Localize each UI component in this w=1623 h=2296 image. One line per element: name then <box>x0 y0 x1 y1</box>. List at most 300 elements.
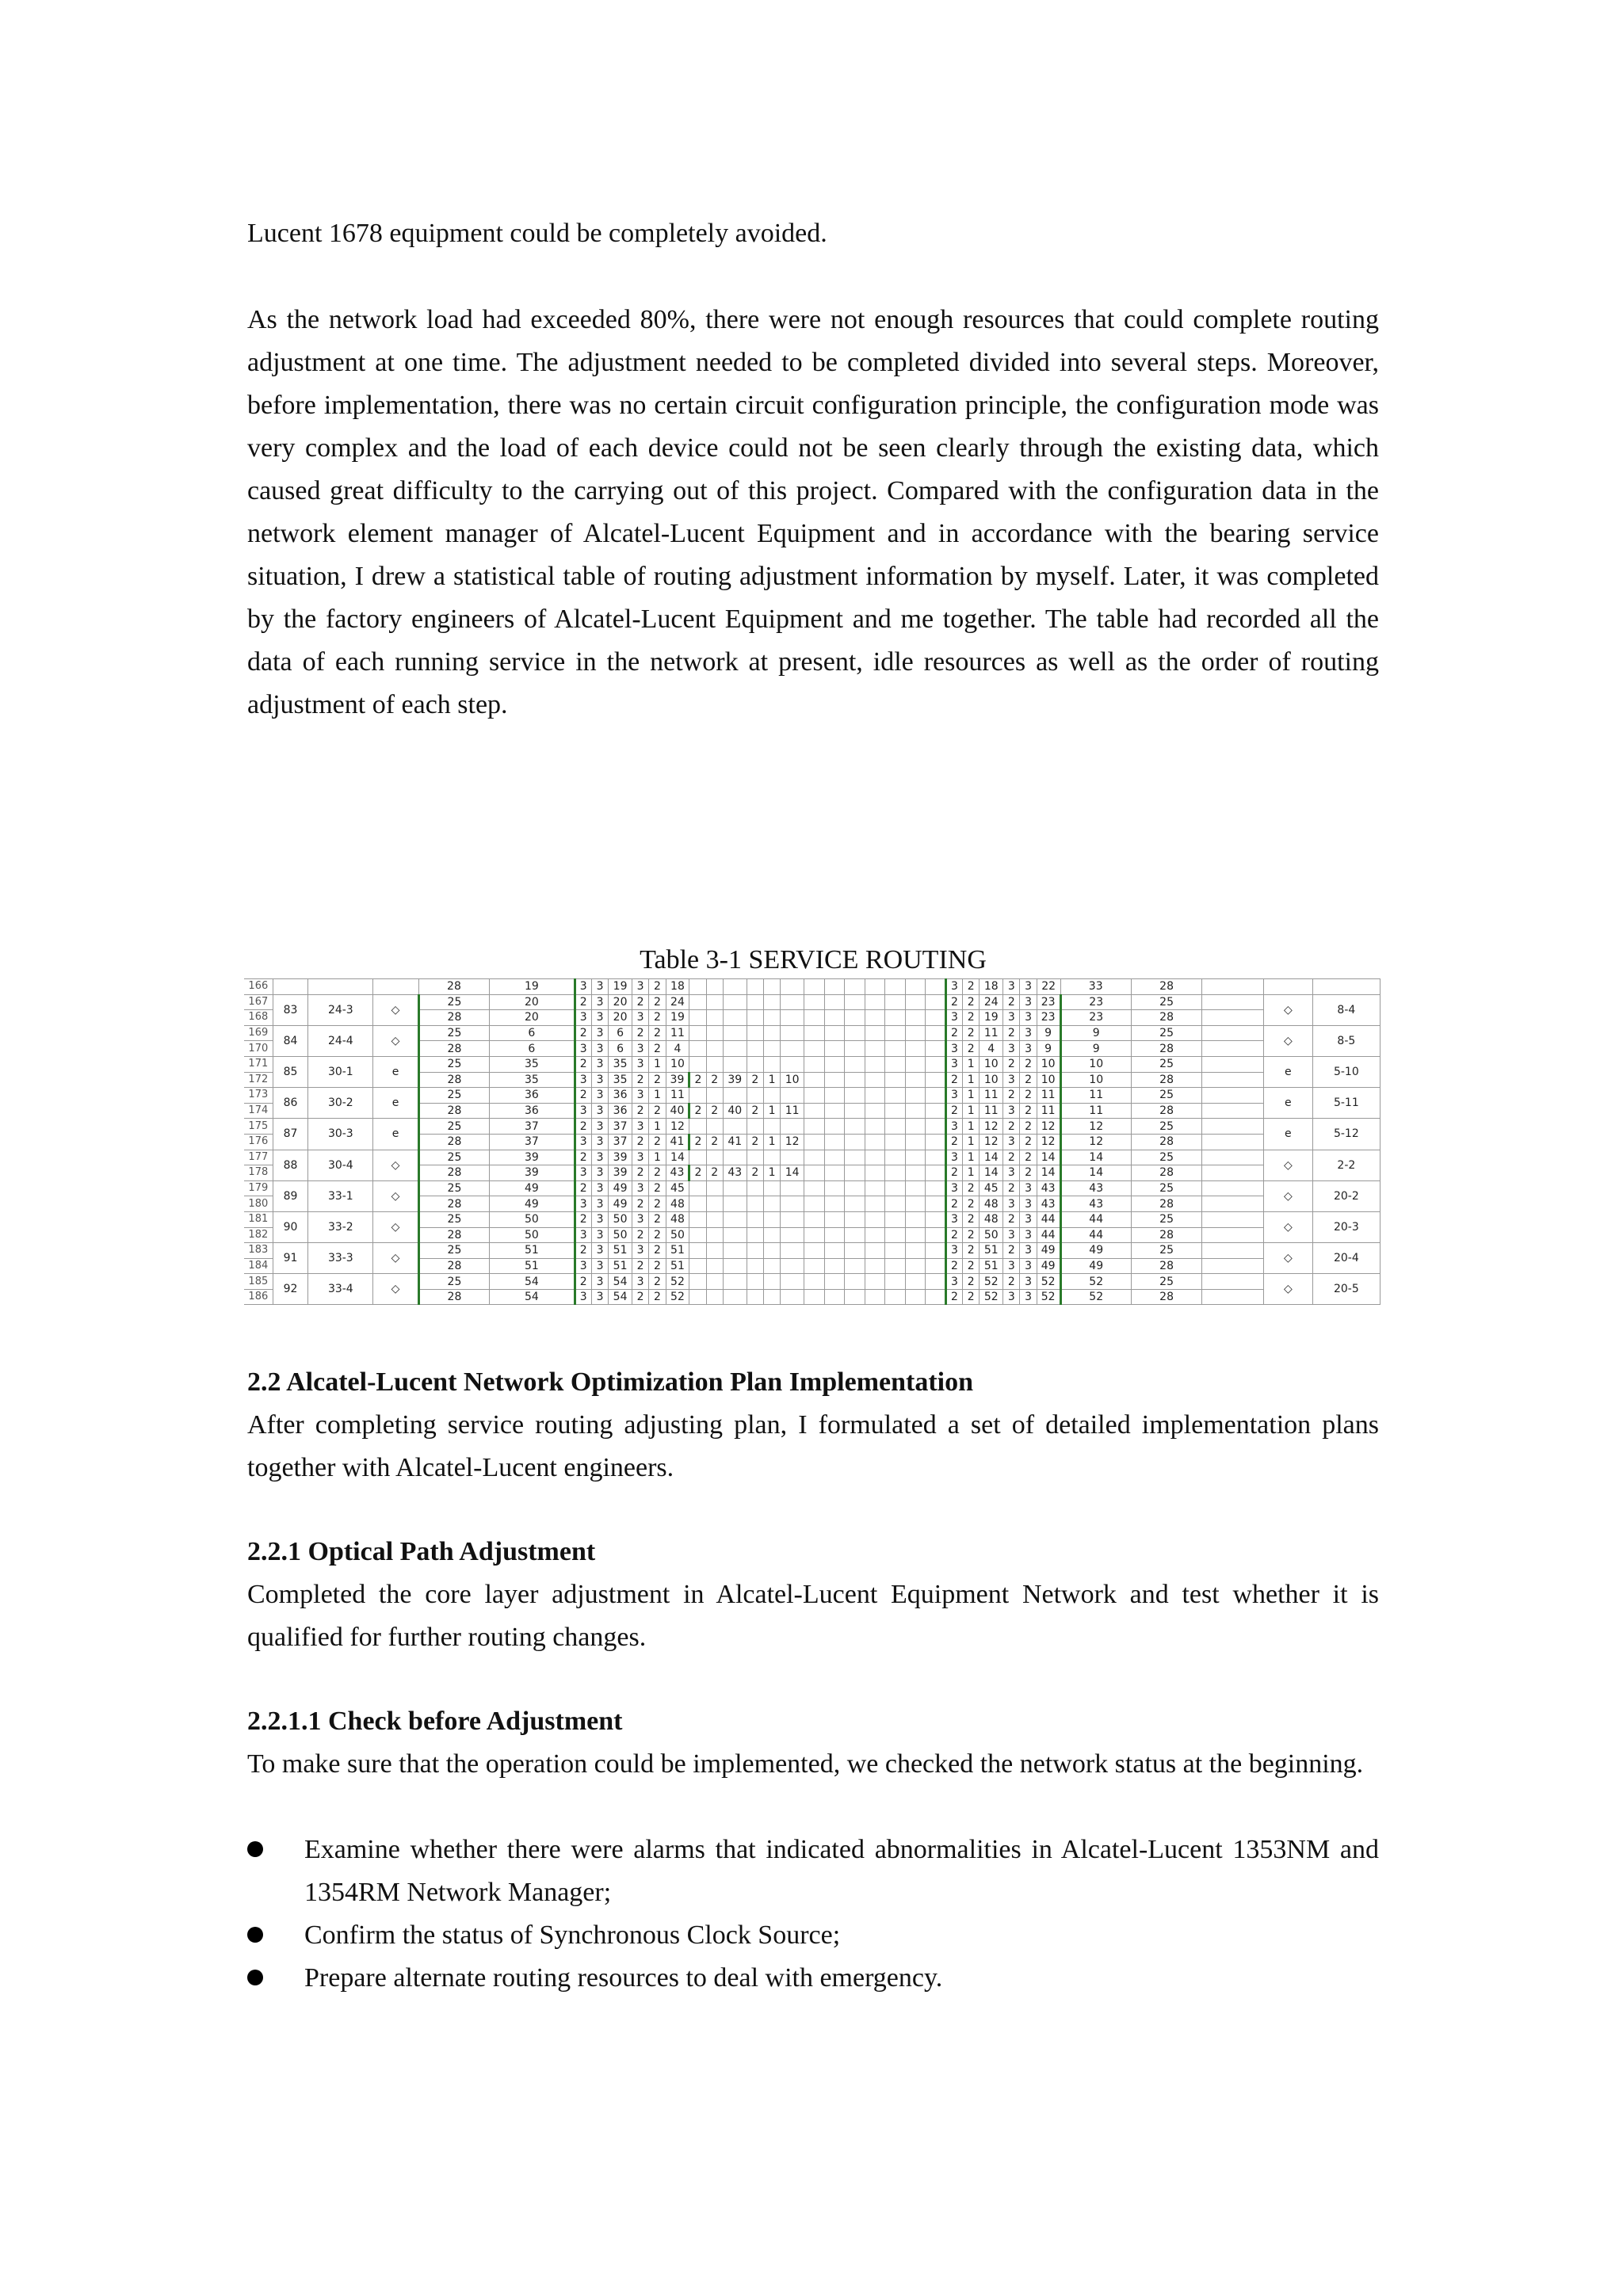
cell: 2 <box>1020 1134 1037 1150</box>
cell: 2 <box>632 1196 648 1212</box>
cell: 43 <box>1060 1196 1131 1212</box>
cell <box>804 1243 825 1259</box>
cell <box>804 1289 825 1305</box>
cell: 2 <box>575 1274 591 1290</box>
cell <box>905 979 926 995</box>
cell: 3 <box>575 1196 591 1212</box>
cell <box>763 1243 780 1259</box>
cell <box>763 1258 780 1274</box>
cell: 3 <box>591 1025 608 1041</box>
cell: 9 <box>1060 1041 1131 1057</box>
cell: 2 <box>575 994 591 1010</box>
row-number: 178 <box>244 1165 273 1181</box>
cell <box>747 1180 763 1196</box>
cell: 2 <box>963 1258 980 1274</box>
cell <box>905 1211 926 1227</box>
list-item-text: Prepare alternate routing resources to deal with emergency. <box>304 1963 943 1993</box>
cell: 49 <box>1037 1243 1060 1259</box>
bullet-icon <box>247 1841 263 1857</box>
cell: 3 <box>575 1258 591 1274</box>
cell <box>926 1211 946 1227</box>
service-routing-table <box>244 978 1381 1319</box>
cell: 3 <box>1020 1211 1037 1227</box>
cell: 28 <box>418 1227 489 1243</box>
cell: 14 <box>1037 1165 1060 1181</box>
group-name: 30-4 <box>308 1150 373 1180</box>
cell: 51 <box>666 1258 689 1274</box>
section-2-2-1-1-text: To make sure that the operation could be implemented, we checked the network status at the beginning. <box>247 1749 1364 1779</box>
service-routing-grid <box>244 978 1381 1305</box>
cell: 2 <box>1020 1150 1037 1165</box>
cell <box>885 1056 906 1072</box>
cell <box>926 1041 946 1057</box>
cell <box>804 1025 825 1041</box>
cell: 2 <box>689 1103 706 1119</box>
cell <box>845 1165 865 1181</box>
cell: 2 <box>963 1041 980 1057</box>
cell: 28 <box>418 1041 489 1057</box>
group-name: 30-1 <box>308 1056 373 1087</box>
group-mark: ◇ <box>373 1150 418 1180</box>
cell: 2 <box>945 994 962 1010</box>
cell: 1 <box>963 1165 980 1181</box>
cell: 54 <box>490 1289 575 1305</box>
cell: 1 <box>963 1150 980 1165</box>
cell: 25 <box>1131 1088 1201 1104</box>
cell: 1 <box>963 1056 980 1072</box>
cell: 2 <box>649 1196 666 1212</box>
cell <box>824 994 845 1010</box>
cell: 3 <box>945 1211 962 1227</box>
cell <box>824 1056 845 1072</box>
cell: 54 <box>609 1289 632 1305</box>
cell: 2 <box>649 1041 666 1057</box>
cell <box>763 1025 780 1041</box>
cell <box>781 1025 804 1041</box>
cell <box>885 1025 906 1041</box>
cell <box>747 1289 763 1305</box>
cell: 39 <box>490 1165 575 1181</box>
table-row <box>244 1150 1381 1165</box>
cell <box>689 1258 706 1274</box>
cell <box>885 994 906 1010</box>
cell: 36 <box>490 1103 575 1119</box>
cell: 2 <box>649 1180 666 1196</box>
row-number: 183 <box>244 1243 273 1259</box>
cell <box>845 1056 865 1072</box>
cell: 6 <box>609 1041 632 1057</box>
cell <box>723 1119 747 1135</box>
group-dest: 2-2 <box>1312 1150 1380 1180</box>
cell: 35 <box>490 1072 575 1088</box>
cell: 6 <box>609 1025 632 1041</box>
cell: 3 <box>945 1119 962 1135</box>
cell <box>885 1072 906 1088</box>
cell <box>781 1056 804 1072</box>
cell <box>747 1041 763 1057</box>
row-number: 170 <box>244 1041 273 1057</box>
cell <box>824 1072 845 1088</box>
cell <box>781 1180 804 1196</box>
cell <box>1202 1150 1264 1165</box>
cell: 52 <box>1060 1274 1131 1290</box>
cell <box>747 979 763 995</box>
cell: 3 <box>1003 1258 1020 1274</box>
cell <box>706 1025 723 1041</box>
cell <box>865 1180 885 1196</box>
cell <box>824 1196 845 1212</box>
group-mark: ◇ <box>373 1211 418 1242</box>
table-row <box>244 979 1381 995</box>
group-name <box>308 979 373 995</box>
group-mark: e <box>373 1119 418 1150</box>
cell <box>689 1289 706 1305</box>
group-mark: e <box>373 1056 418 1087</box>
cell <box>865 1243 885 1259</box>
cell: 1 <box>963 1134 980 1150</box>
cell <box>763 1150 780 1165</box>
cell: 2 <box>649 1258 666 1274</box>
cell <box>747 1119 763 1135</box>
cell: 2 <box>632 1103 648 1119</box>
cell <box>723 1227 747 1243</box>
cell: 28 <box>418 1289 489 1305</box>
cell: 28 <box>1131 1289 1201 1305</box>
cell: 44 <box>1037 1227 1060 1243</box>
cell <box>824 1088 845 1104</box>
cell: 52 <box>980 1274 1003 1290</box>
cell <box>845 1010 865 1026</box>
cell <box>926 1056 946 1072</box>
cell: 11 <box>666 1088 689 1104</box>
cell <box>804 1088 825 1104</box>
cell <box>689 1196 706 1212</box>
cell: 2 <box>632 1165 648 1181</box>
cell: 14 <box>1060 1165 1131 1181</box>
cell: 28 <box>1131 1041 1201 1057</box>
cell <box>865 1150 885 1165</box>
group-name: 33-2 <box>308 1211 373 1242</box>
cell: 3 <box>591 1243 608 1259</box>
table-row <box>244 1119 1381 1135</box>
cell <box>763 1289 780 1305</box>
cell: 3 <box>591 1180 608 1196</box>
cell <box>781 1274 804 1290</box>
cell: 52 <box>1037 1274 1060 1290</box>
cell: 11 <box>781 1103 804 1119</box>
cell: 2 <box>649 994 666 1010</box>
cell: 3 <box>945 979 962 995</box>
cell <box>905 1088 926 1104</box>
cell <box>905 1119 926 1135</box>
cell: 2 <box>945 1227 962 1243</box>
group-dest <box>1312 979 1380 995</box>
cell: 3 <box>591 1165 608 1181</box>
cell: 25 <box>1131 1150 1201 1165</box>
cell: 3 <box>632 1274 648 1290</box>
cell: 28 <box>1131 979 1201 995</box>
group-name: 33-4 <box>308 1274 373 1305</box>
cell: 2 <box>1020 1088 1037 1104</box>
cell: 2 <box>575 1180 591 1196</box>
cell: 3 <box>632 1243 648 1259</box>
cell: 2 <box>963 1180 980 1196</box>
group-mark <box>373 979 418 995</box>
cell: 19 <box>609 979 632 995</box>
cell <box>723 1211 747 1227</box>
cell: 2 <box>649 1103 666 1119</box>
group-id: 83 <box>273 994 308 1025</box>
cell: 20 <box>490 1010 575 1026</box>
cell: 10 <box>1060 1056 1131 1072</box>
cell: 11 <box>980 1025 1003 1041</box>
cell: 18 <box>980 979 1003 995</box>
cell: 6 <box>490 1025 575 1041</box>
cell: 25 <box>418 1243 489 1259</box>
cell: 3 <box>575 1134 591 1150</box>
cell: 3 <box>591 1289 608 1305</box>
cell <box>1202 1103 1264 1119</box>
cell: 36 <box>609 1088 632 1104</box>
cell: 2 <box>706 1072 723 1088</box>
cell: 25 <box>1131 1243 1201 1259</box>
cell: 44 <box>1060 1211 1131 1227</box>
row-number: 174 <box>244 1103 273 1119</box>
cell <box>926 1258 946 1274</box>
cell <box>926 1243 946 1259</box>
cell: 3 <box>575 1010 591 1026</box>
cell <box>865 1196 885 1212</box>
cell: 12 <box>980 1134 1003 1150</box>
cell <box>824 1150 845 1165</box>
cell <box>824 1041 845 1057</box>
cell: 1 <box>763 1072 780 1088</box>
cell: 11 <box>980 1103 1003 1119</box>
cell <box>926 1227 946 1243</box>
cell: 2 <box>689 1134 706 1150</box>
cell: 1 <box>963 1119 980 1135</box>
cell: 3 <box>591 1134 608 1150</box>
cell: 3 <box>1003 1103 1020 1119</box>
cell: 3 <box>1020 1274 1037 1290</box>
cell: 35 <box>490 1056 575 1072</box>
cell <box>865 1072 885 1088</box>
cell: 2 <box>1003 1180 1020 1196</box>
cell <box>845 979 865 995</box>
cell <box>689 994 706 1010</box>
cell: 36 <box>490 1088 575 1104</box>
cell <box>845 1025 865 1041</box>
cell: 28 <box>1131 1227 1201 1243</box>
cell: 52 <box>666 1274 689 1290</box>
group-mark: ◇ <box>373 1274 418 1305</box>
cell: 2 <box>649 1243 666 1259</box>
group-id: 92 <box>273 1274 308 1305</box>
group-mark: ◇ <box>1263 1243 1312 1274</box>
cell <box>804 994 825 1010</box>
cell: 3 <box>1020 1010 1037 1026</box>
cell <box>926 1165 946 1181</box>
cell: 25 <box>418 1211 489 1227</box>
cell <box>706 1211 723 1227</box>
cell <box>747 1274 763 1290</box>
cell: 12 <box>781 1134 804 1150</box>
group-id: 87 <box>273 1119 308 1150</box>
cell <box>865 1289 885 1305</box>
cell: 2 <box>1003 1025 1020 1041</box>
cell: 20 <box>609 1010 632 1026</box>
cell: 50 <box>490 1211 575 1227</box>
cell: 2 <box>1020 1119 1037 1135</box>
cell: 3 <box>591 1227 608 1243</box>
cell <box>706 1196 723 1212</box>
group-id: 91 <box>273 1243 308 1274</box>
cell <box>689 1274 706 1290</box>
cell <box>804 1103 825 1119</box>
cell <box>781 1010 804 1026</box>
cell <box>926 1274 946 1290</box>
cell: 2 <box>649 1289 666 1305</box>
cell <box>804 979 825 995</box>
cell: 2 <box>575 1025 591 1041</box>
cell: 48 <box>980 1196 1003 1212</box>
cell <box>747 1211 763 1227</box>
cell: 10 <box>980 1056 1003 1072</box>
cell <box>723 1196 747 1212</box>
cell: 39 <box>666 1072 689 1088</box>
cell <box>865 1227 885 1243</box>
cell: 9 <box>1060 1025 1131 1041</box>
cell: 2 <box>632 1072 648 1088</box>
cell: 3 <box>591 1119 608 1135</box>
cell <box>804 1150 825 1165</box>
cell: 12 <box>1037 1119 1060 1135</box>
cell <box>1202 1010 1264 1026</box>
cell: 40 <box>723 1103 747 1119</box>
cell: 48 <box>666 1196 689 1212</box>
cell <box>926 994 946 1010</box>
cell: 2 <box>945 1103 962 1119</box>
cell: 28 <box>418 1258 489 1274</box>
cell <box>723 994 747 1010</box>
row-number: 186 <box>244 1289 273 1305</box>
cell: 25 <box>1131 1025 1201 1041</box>
group-dest: 20-5 <box>1312 1274 1380 1305</box>
table-row <box>244 994 1381 1010</box>
group-mark: ◇ <box>1263 1274 1312 1305</box>
cell <box>885 1150 906 1165</box>
cell: 50 <box>666 1227 689 1243</box>
cell: 51 <box>609 1243 632 1259</box>
group-dest: 20-2 <box>1312 1180 1380 1211</box>
cell <box>845 1088 865 1104</box>
cell <box>885 1119 906 1135</box>
cell <box>905 994 926 1010</box>
cell: 2 <box>575 1211 591 1227</box>
cell: 3 <box>1020 1243 1037 1259</box>
cell: 54 <box>609 1274 632 1290</box>
cell <box>706 1119 723 1135</box>
group-dest: 5-11 <box>1312 1088 1380 1119</box>
cell <box>804 1196 825 1212</box>
cell: 3 <box>632 1056 648 1072</box>
cell <box>885 979 906 995</box>
cell <box>763 1196 780 1212</box>
cell: 28 <box>418 1103 489 1119</box>
cell <box>781 1150 804 1165</box>
cell <box>824 1274 845 1290</box>
cell <box>926 1103 946 1119</box>
intro-line: Lucent 1678 equipment could be completely avoided. <box>247 219 827 248</box>
cell: 12 <box>1060 1119 1131 1135</box>
cell <box>723 1150 747 1165</box>
cell: 18 <box>666 979 689 995</box>
cell <box>905 1180 926 1196</box>
cell <box>824 1134 845 1150</box>
cell: 2 <box>1003 1150 1020 1165</box>
cell: 1 <box>963 1103 980 1119</box>
cell <box>706 1041 723 1057</box>
cell <box>723 1010 747 1026</box>
cell: 14 <box>666 1150 689 1165</box>
row-number: 173 <box>244 1088 273 1104</box>
group-mark: ◇ <box>373 994 418 1025</box>
cell <box>1202 1165 1264 1181</box>
cell: 49 <box>490 1196 575 1212</box>
cell <box>689 1243 706 1259</box>
list-item-text: Confirm the status of Synchronous Clock Source; <box>304 1920 841 1950</box>
cell <box>804 1072 825 1088</box>
cell: 10 <box>980 1072 1003 1088</box>
cell <box>865 1134 885 1150</box>
cell <box>706 1227 723 1243</box>
cell <box>865 979 885 995</box>
cell <box>689 1056 706 1072</box>
cell <box>824 1010 845 1026</box>
cell: 2 <box>649 1134 666 1150</box>
cell: 52 <box>666 1289 689 1305</box>
cell: 3 <box>1020 1289 1037 1305</box>
cell <box>706 994 723 1010</box>
cell: 2 <box>706 1103 723 1119</box>
cell: 2 <box>945 1165 962 1181</box>
cell: 1 <box>649 1150 666 1165</box>
cell: 23 <box>1037 1010 1060 1026</box>
cell <box>1202 979 1264 995</box>
cell: 3 <box>945 1088 962 1104</box>
row-number: 169 <box>244 1025 273 1041</box>
table-row <box>244 1274 1381 1290</box>
cell: 43 <box>666 1165 689 1181</box>
cell: 4 <box>980 1041 1003 1057</box>
cell <box>885 1243 906 1259</box>
cell <box>885 1289 906 1305</box>
cell <box>845 1072 865 1088</box>
cell <box>804 1056 825 1072</box>
cell: 3 <box>1003 1227 1020 1243</box>
group-id <box>273 979 308 995</box>
cell <box>845 1211 865 1227</box>
cell: 2 <box>649 1274 666 1290</box>
group-id: 84 <box>273 1025 308 1056</box>
cell: 3 <box>591 1010 608 1026</box>
cell <box>865 1258 885 1274</box>
cell: 52 <box>1060 1289 1131 1305</box>
cell <box>885 1258 906 1274</box>
cell: 2 <box>963 1025 980 1041</box>
cell <box>689 1025 706 1041</box>
group-name: 24-3 <box>308 994 373 1025</box>
